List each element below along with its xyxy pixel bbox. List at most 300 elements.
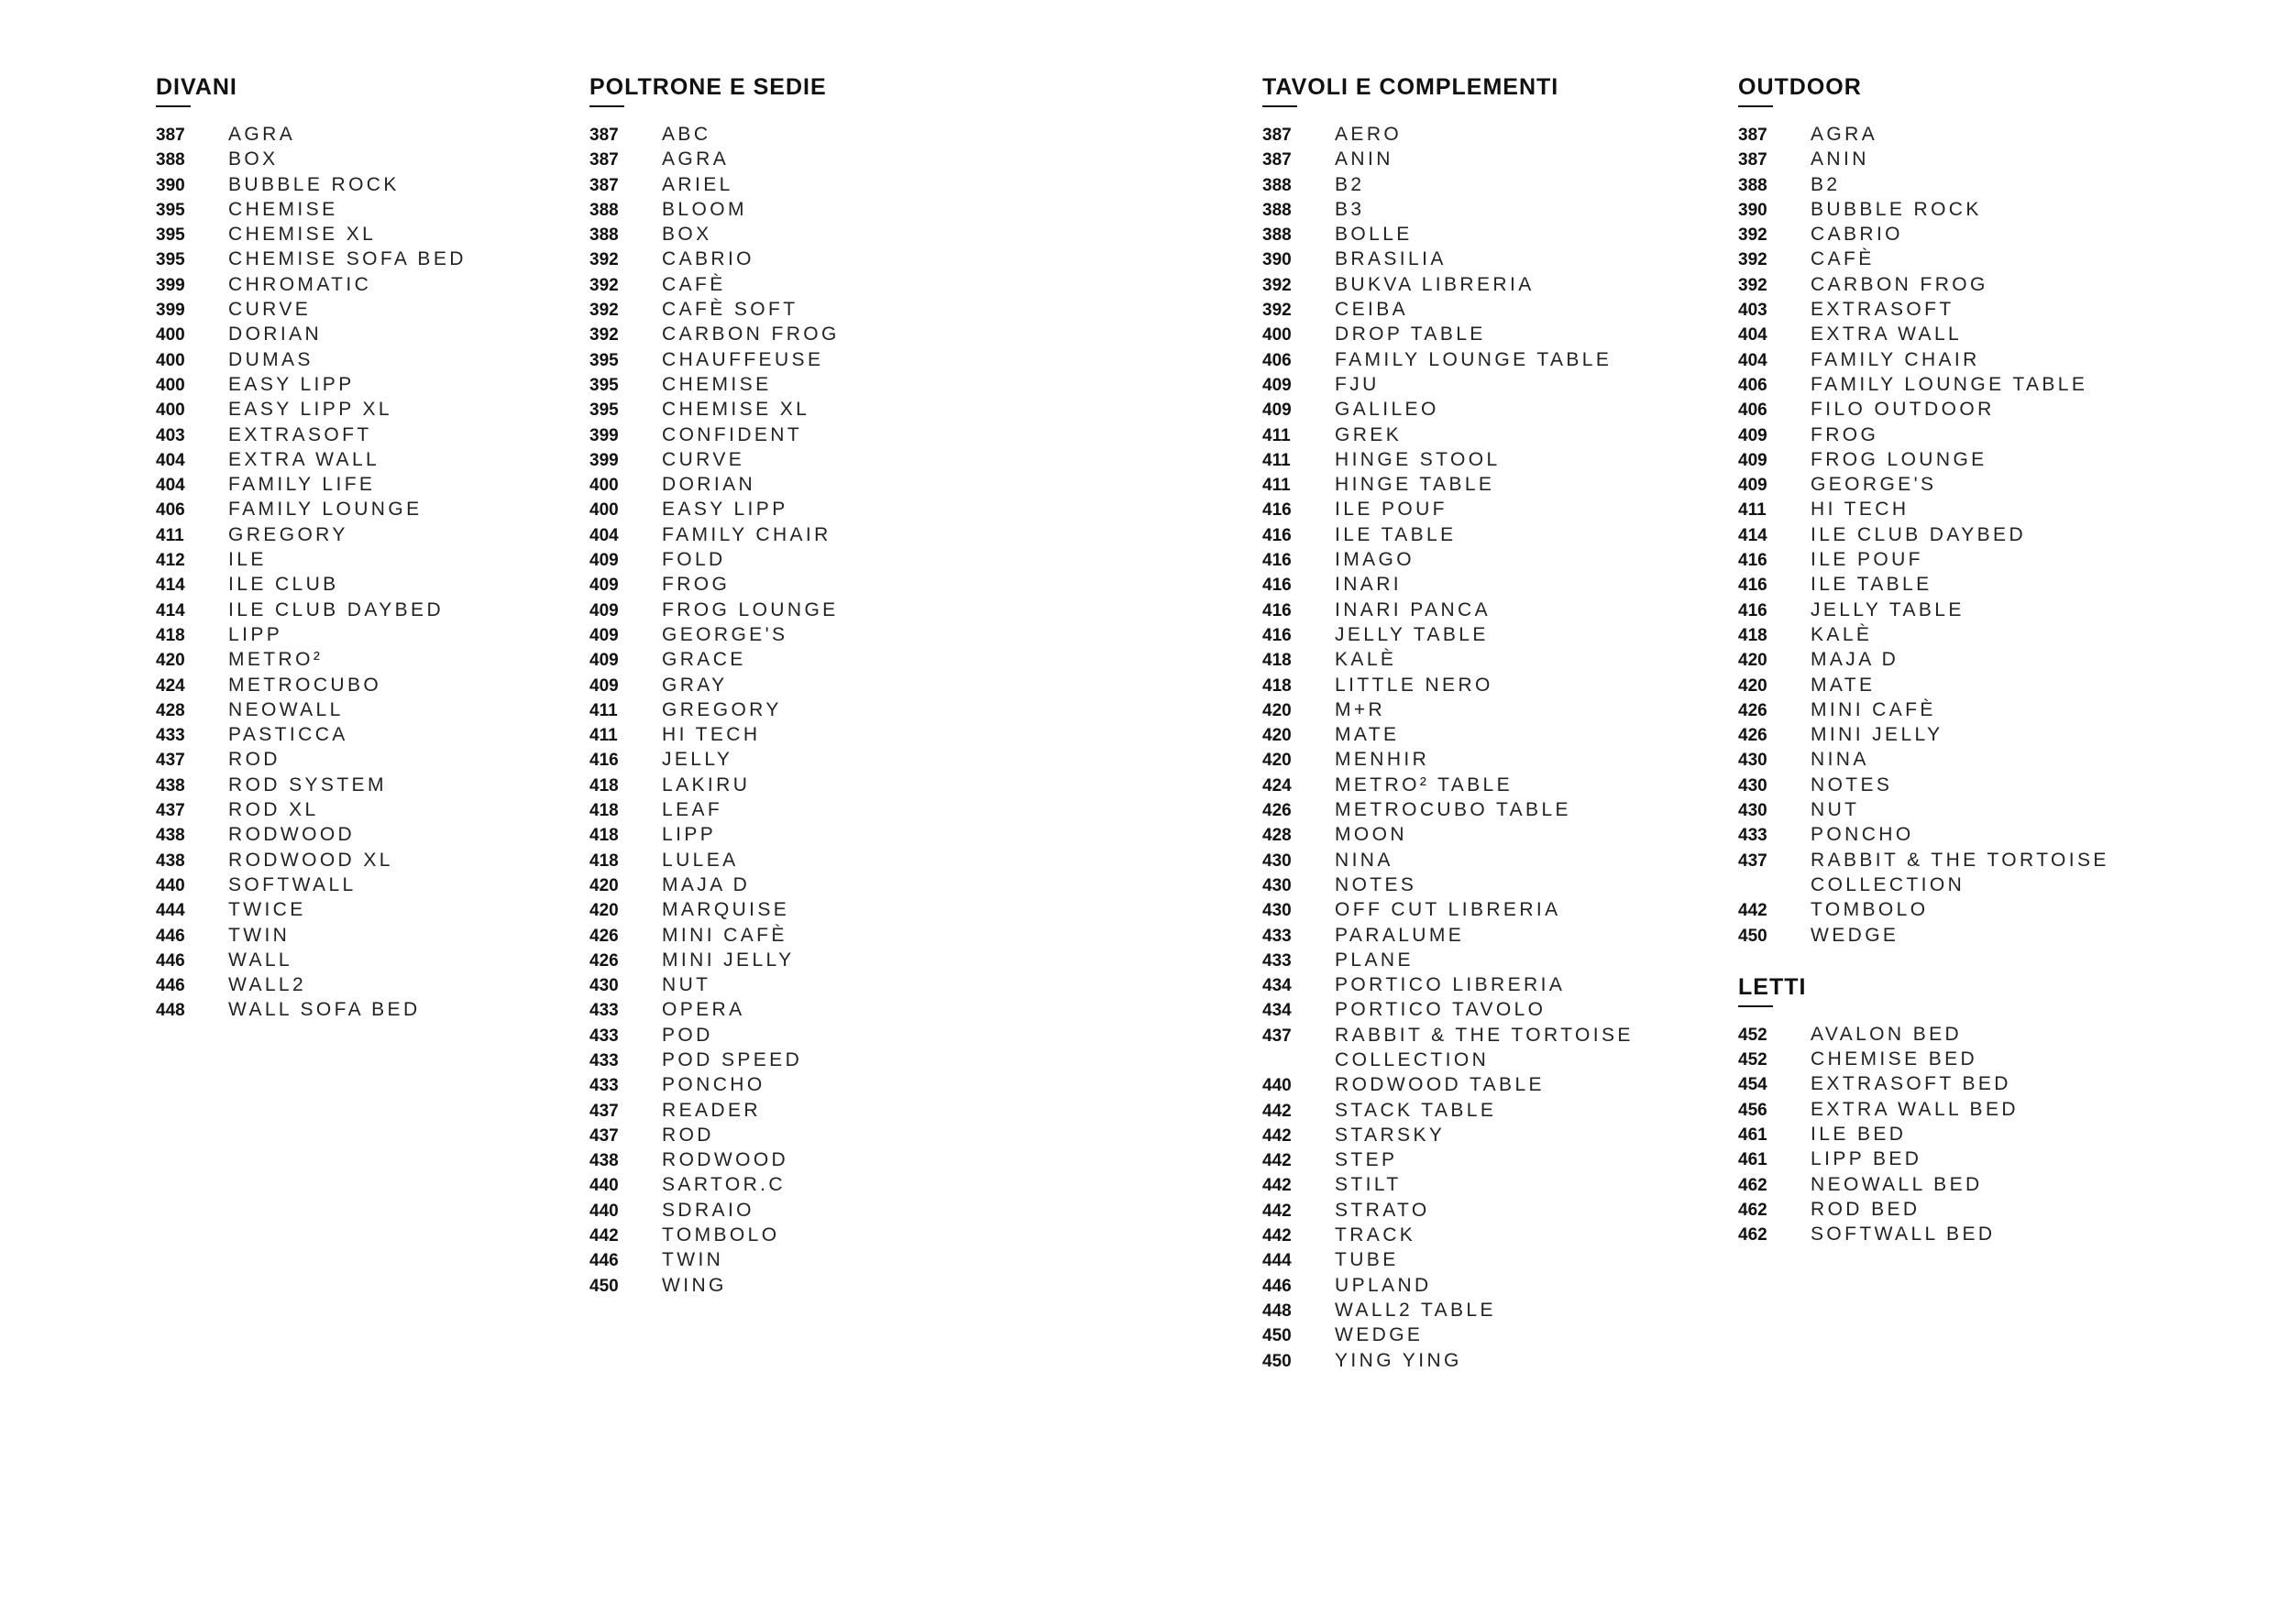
entry-row bbox=[589, 122, 840, 147]
product-name: YING YING bbox=[1335, 1349, 1462, 1371]
page-number: 392 bbox=[1262, 275, 1292, 295]
entry-row bbox=[589, 547, 840, 572]
page-number: 387 bbox=[156, 126, 185, 145]
entry-row bbox=[1262, 598, 1634, 622]
entry-row bbox=[589, 197, 840, 222]
page-number: 392 bbox=[1738, 275, 1767, 295]
index-column-4 bbox=[1738, 71, 2109, 1246]
entry-row bbox=[589, 297, 840, 322]
product-name: LIPP bbox=[662, 824, 717, 846]
entry-row bbox=[1738, 547, 2109, 572]
page-number: 395 bbox=[156, 225, 185, 246]
product-name: WALL2 TABLE bbox=[1335, 1299, 1496, 1321]
entry-list bbox=[1738, 1022, 2109, 1247]
entry-row bbox=[1262, 848, 1634, 872]
entry-row bbox=[1262, 472, 1634, 497]
entry-row bbox=[156, 722, 467, 747]
page-number: 416 bbox=[1262, 500, 1292, 521]
entry-row bbox=[156, 122, 467, 147]
page-number: 409 bbox=[589, 625, 619, 645]
page-number: 411 bbox=[1738, 500, 1767, 521]
entry-row bbox=[156, 247, 467, 271]
product-name: RODWOOD XL bbox=[228, 849, 393, 871]
entry-row bbox=[156, 497, 467, 521]
entry-row bbox=[156, 622, 467, 647]
page-number: 420 bbox=[589, 875, 619, 895]
entry-row bbox=[589, 397, 840, 422]
page-number: 404 bbox=[1738, 350, 1767, 370]
product-name: CAFÈ bbox=[1811, 248, 1875, 270]
entry-row-continuation bbox=[1262, 1048, 1634, 1072]
page-number: 424 bbox=[1262, 775, 1292, 796]
page-number: 412 bbox=[156, 551, 185, 571]
entry-row bbox=[1738, 522, 2109, 547]
product-name: TWIN bbox=[228, 924, 291, 946]
product-name: NEOWALL bbox=[228, 698, 344, 720]
entry-row bbox=[156, 972, 467, 997]
product-name: RABBIT & THE TORTOISE bbox=[1811, 849, 2109, 871]
page-number: 400 bbox=[156, 401, 185, 421]
product-name: AGRA bbox=[228, 124, 296, 145]
page-number: 403 bbox=[1738, 301, 1767, 321]
entry-row bbox=[589, 422, 840, 447]
page-number: 420 bbox=[156, 651, 185, 671]
product-name: METRO² bbox=[228, 649, 324, 671]
product-name: WING bbox=[662, 1274, 727, 1296]
entry-row bbox=[1262, 122, 1634, 147]
page-number: 409 bbox=[589, 651, 619, 671]
product-name: CURVE bbox=[228, 299, 312, 321]
page-number: 430 bbox=[589, 976, 619, 996]
page-number: 418 bbox=[1738, 625, 1767, 645]
page-number: 440 bbox=[156, 875, 185, 895]
product-name: NOTES bbox=[1335, 873, 1417, 895]
product-name: WALL bbox=[228, 949, 293, 971]
product-name: GREGORY bbox=[662, 698, 782, 720]
entry-row bbox=[1738, 297, 2109, 322]
product-name: NUT bbox=[662, 974, 711, 996]
entry-row bbox=[589, 272, 840, 297]
product-name: MATE bbox=[1335, 724, 1400, 746]
product-name: INARI PANCA bbox=[1335, 598, 1492, 620]
product-name: BOLLE bbox=[1335, 224, 1413, 246]
entry-row bbox=[1262, 923, 1634, 948]
entry-row bbox=[156, 923, 467, 948]
product-name: DROP TABLE bbox=[1335, 324, 1486, 346]
page-number: 418 bbox=[156, 625, 185, 645]
product-name: ILE POUF bbox=[1811, 549, 1923, 571]
page-number: 387 bbox=[1262, 126, 1292, 145]
page-number: 388 bbox=[589, 200, 619, 220]
entry-row bbox=[1738, 673, 2109, 697]
page-number: 428 bbox=[156, 700, 185, 720]
product-name: EXTRASOFT bbox=[228, 423, 372, 445]
product-name: B2 bbox=[1335, 173, 1365, 195]
entry-row bbox=[1738, 647, 2109, 672]
entry-list bbox=[1738, 122, 2109, 948]
entry-row bbox=[1262, 972, 1634, 997]
product-name: HI TECH bbox=[1811, 499, 1910, 521]
entry-row bbox=[589, 1273, 840, 1298]
entry-row bbox=[589, 673, 840, 697]
product-name: LIPP bbox=[228, 623, 283, 645]
entry-row bbox=[156, 297, 467, 322]
page-number: 437 bbox=[156, 751, 185, 771]
page-number: 462 bbox=[1738, 1225, 1767, 1245]
page-number: 414 bbox=[156, 576, 185, 596]
entry-row bbox=[1262, 572, 1634, 597]
entry-row bbox=[1738, 923, 2109, 948]
page-number: 392 bbox=[589, 325, 619, 346]
page-number: 434 bbox=[1262, 976, 1292, 996]
entry-row bbox=[589, 372, 840, 397]
entry-row bbox=[1262, 773, 1634, 797]
entry-row bbox=[1262, 647, 1634, 672]
entry-row bbox=[1738, 598, 2109, 622]
product-name: AERO bbox=[1335, 124, 1403, 145]
product-name: B3 bbox=[1335, 198, 1365, 220]
page-number: 433 bbox=[1262, 950, 1292, 971]
page-number: 409 bbox=[1738, 425, 1767, 445]
entry-row bbox=[156, 572, 467, 597]
entry-row bbox=[1262, 722, 1634, 747]
title-rule bbox=[1738, 1005, 1773, 1007]
product-name: EASY LIPP bbox=[662, 499, 788, 521]
product-name: NINA bbox=[1811, 749, 1869, 771]
product-name: NOTES bbox=[1811, 774, 1893, 796]
entry-row bbox=[156, 848, 467, 872]
product-name: COLLECTION bbox=[1811, 873, 1965, 895]
page-number: 411 bbox=[589, 700, 618, 720]
entry-row bbox=[1262, 547, 1634, 572]
product-name: RODWOOD bbox=[228, 824, 356, 846]
entry-row bbox=[1262, 372, 1634, 397]
product-name: CHEMISE BED bbox=[1811, 1048, 1978, 1070]
page-number: 387 bbox=[589, 126, 619, 145]
page-number: 387 bbox=[1738, 150, 1767, 170]
entry-row bbox=[589, 897, 840, 922]
page-number: 442 bbox=[1262, 1151, 1292, 1171]
entry-row bbox=[1262, 1223, 1634, 1247]
page-number: 450 bbox=[1738, 926, 1767, 946]
page-number: 461 bbox=[1738, 1150, 1767, 1170]
product-name: METRO² TABLE bbox=[1335, 774, 1514, 796]
entry-row bbox=[1262, 1172, 1634, 1197]
product-name: WALL2 bbox=[228, 974, 307, 996]
title-rule bbox=[1262, 105, 1297, 107]
page-number: 433 bbox=[589, 1050, 619, 1070]
entry-row bbox=[589, 572, 840, 597]
page-number: 390 bbox=[1738, 200, 1767, 220]
section-title: POLTRONE E SEDIE bbox=[589, 74, 827, 100]
page-number: 387 bbox=[589, 175, 619, 195]
page-number: 388 bbox=[589, 225, 619, 246]
product-name: LITTLE NERO bbox=[1335, 674, 1493, 696]
entry-row bbox=[589, 1247, 840, 1272]
entry-row bbox=[156, 147, 467, 171]
page-number: 414 bbox=[1738, 525, 1767, 545]
product-name: FAMILY LOUNGE bbox=[228, 499, 423, 521]
product-name: FAMILY LOUNGE TABLE bbox=[1811, 373, 2088, 395]
entry-list bbox=[156, 122, 467, 1023]
page-number: 433 bbox=[589, 1076, 619, 1096]
page-number: 395 bbox=[589, 375, 619, 395]
page-number: 452 bbox=[1738, 1025, 1767, 1045]
entry-row bbox=[1262, 1198, 1634, 1223]
entry-row bbox=[156, 673, 467, 697]
product-name: POD bbox=[662, 1024, 713, 1046]
entry-row bbox=[156, 697, 467, 722]
entry-row bbox=[1738, 222, 2109, 247]
product-name: LIPP BED bbox=[1811, 1148, 1922, 1170]
product-name: STRATO bbox=[1335, 1199, 1430, 1221]
product-name: UPLAND bbox=[1335, 1274, 1432, 1296]
entry-row bbox=[1262, 397, 1634, 422]
product-name: OPERA bbox=[662, 999, 745, 1021]
product-name: READER bbox=[662, 1099, 761, 1121]
entry-row bbox=[156, 872, 467, 897]
page-number: 433 bbox=[589, 1026, 619, 1046]
entry-row bbox=[1738, 247, 2109, 271]
page-number: 420 bbox=[1262, 700, 1292, 720]
page-number: 440 bbox=[1262, 1076, 1292, 1096]
product-name: CHEMISE bbox=[228, 198, 338, 220]
product-name: ILE BED bbox=[1811, 1123, 1907, 1145]
index-section bbox=[589, 71, 840, 1298]
page-number: 390 bbox=[156, 175, 185, 195]
product-name: ABC bbox=[662, 124, 711, 145]
page-number: 426 bbox=[589, 926, 619, 946]
product-name: ILE CLUB DAYBED bbox=[228, 598, 445, 620]
page-number: 434 bbox=[1262, 1001, 1292, 1021]
product-name: AGRA bbox=[662, 148, 730, 170]
entry-row bbox=[589, 948, 840, 972]
page-number: 411 bbox=[1262, 476, 1291, 496]
page-number: 390 bbox=[1262, 250, 1292, 270]
page-number: 404 bbox=[1738, 325, 1767, 346]
product-name: BLOOM bbox=[662, 198, 747, 220]
product-name: ROD XL bbox=[228, 799, 319, 821]
section-title: OUTDOOR bbox=[1738, 74, 1862, 100]
page-number: 392 bbox=[1738, 225, 1767, 246]
page-number: 399 bbox=[156, 275, 185, 295]
entry-row bbox=[589, 1072, 840, 1097]
page-number: 426 bbox=[1738, 726, 1767, 746]
page-number: 414 bbox=[156, 600, 185, 620]
page-number: 411 bbox=[589, 726, 618, 746]
page-number: 446 bbox=[156, 950, 185, 971]
page-number: 438 bbox=[156, 850, 185, 871]
product-name: PORTICO TAVOLO bbox=[1335, 999, 1547, 1021]
product-name: BUBBLE ROCK bbox=[1811, 198, 1982, 220]
product-name: CARBON FROG bbox=[662, 324, 840, 346]
page-number: 420 bbox=[1738, 675, 1767, 696]
page-number: 442 bbox=[1262, 1176, 1292, 1196]
product-name: HI TECH bbox=[662, 724, 761, 746]
product-name: CHEMISE bbox=[662, 373, 772, 395]
page-number: 440 bbox=[589, 1176, 619, 1196]
product-name: BOX bbox=[228, 148, 279, 170]
page-number: 420 bbox=[1262, 751, 1292, 771]
product-name: GREGORY bbox=[228, 523, 348, 545]
entry-row bbox=[1262, 522, 1634, 547]
page-number: 411 bbox=[156, 525, 184, 545]
entry-row bbox=[589, 472, 840, 497]
entry-row bbox=[589, 1147, 840, 1172]
entry-row bbox=[1738, 347, 2109, 372]
entry-row bbox=[1738, 622, 2109, 647]
product-name: TOMBOLO bbox=[1811, 899, 1929, 921]
entry-row bbox=[1262, 697, 1634, 722]
entry-row bbox=[589, 647, 840, 672]
page-number: 446 bbox=[156, 926, 185, 946]
entry-row bbox=[1262, 1147, 1634, 1172]
page-number: 399 bbox=[156, 301, 185, 321]
product-name: JELLY TABLE bbox=[1811, 598, 1965, 620]
entry-row bbox=[1262, 997, 1634, 1022]
product-name: KALÈ bbox=[1811, 623, 1873, 645]
page-number: 400 bbox=[156, 350, 185, 370]
entry-row bbox=[589, 797, 840, 822]
entry-row bbox=[589, 1172, 840, 1197]
product-name: TOMBOLO bbox=[662, 1224, 780, 1246]
entry-row bbox=[1738, 272, 2109, 297]
product-name: ILE CLUB bbox=[228, 574, 339, 596]
section-title: DIVANI bbox=[156, 74, 237, 100]
entry-row bbox=[1738, 422, 2109, 447]
entry-row bbox=[1262, 747, 1634, 772]
index-column-3 bbox=[1262, 71, 1634, 1373]
page-number: 399 bbox=[589, 450, 619, 470]
page-number: 416 bbox=[1262, 600, 1292, 620]
product-name: EXTRA WALL bbox=[1811, 324, 1963, 346]
product-name: DORIAN bbox=[662, 474, 756, 496]
page-number: 430 bbox=[1262, 850, 1292, 871]
entry-row bbox=[156, 897, 467, 922]
product-name: BUBBLE ROCK bbox=[228, 173, 400, 195]
product-name: MOON bbox=[1335, 824, 1407, 846]
entry-row bbox=[589, 247, 840, 271]
product-name: METROCUBO TABLE bbox=[1335, 799, 1571, 821]
entry-row bbox=[1738, 572, 2109, 597]
page-number: 430 bbox=[1738, 775, 1767, 796]
entry-row bbox=[156, 647, 467, 672]
entry-row bbox=[156, 997, 467, 1022]
product-name: CARBON FROG bbox=[1811, 273, 1988, 295]
product-name: FAMILY CHAIR bbox=[1811, 348, 1980, 370]
product-name: ANIN bbox=[1811, 148, 1869, 170]
product-name: ROD bbox=[662, 1124, 714, 1146]
page-number: 444 bbox=[156, 901, 185, 921]
page-number: 406 bbox=[156, 500, 185, 521]
page-number: 437 bbox=[1738, 850, 1767, 871]
page-number: 442 bbox=[1262, 1101, 1292, 1121]
entry-row bbox=[589, 822, 840, 847]
entry-row bbox=[1262, 497, 1634, 521]
product-name: LULEA bbox=[662, 849, 739, 871]
page-number: 388 bbox=[1262, 175, 1292, 195]
page-number: 426 bbox=[1262, 801, 1292, 821]
page-number: 388 bbox=[1262, 225, 1292, 246]
title-rule bbox=[156, 105, 191, 107]
product-name: CHAUFFEUSE bbox=[662, 348, 824, 370]
product-name: FROG LOUNGE bbox=[1811, 448, 1987, 470]
entry-row bbox=[1738, 1147, 2109, 1171]
product-name: FOLD bbox=[662, 549, 726, 571]
page-number: 416 bbox=[1262, 625, 1292, 645]
page-number: 406 bbox=[1738, 375, 1767, 395]
product-name: SOFTWALL bbox=[228, 873, 357, 895]
page-number: 452 bbox=[1738, 1050, 1767, 1070]
entry-row bbox=[589, 222, 840, 247]
page-number: 409 bbox=[1262, 401, 1292, 421]
product-name: IMAGO bbox=[1335, 549, 1415, 571]
product-name: FAMILY LOUNGE TABLE bbox=[1335, 348, 1613, 370]
product-name: ARIEL bbox=[662, 173, 733, 195]
page-number: 437 bbox=[1262, 1026, 1292, 1046]
page-number: 404 bbox=[156, 450, 185, 470]
product-name: EXTRASOFT BED bbox=[1811, 1073, 2011, 1095]
page-number: 437 bbox=[156, 801, 185, 821]
entry-row bbox=[1262, 272, 1634, 297]
entry-row bbox=[1738, 1047, 2109, 1071]
product-name: NEOWALL BED bbox=[1811, 1173, 1983, 1195]
page-number: 406 bbox=[1262, 350, 1292, 370]
product-name: DUMAS bbox=[228, 348, 314, 370]
product-name: MENHIR bbox=[1335, 749, 1430, 771]
product-name: RODWOOD bbox=[662, 1149, 789, 1171]
entry-row bbox=[1738, 1172, 2109, 1197]
page-number: 438 bbox=[156, 775, 185, 796]
entry-row bbox=[1738, 848, 2109, 872]
index-section bbox=[1738, 71, 2109, 948]
product-name: B2 bbox=[1811, 173, 1841, 195]
page-number: 418 bbox=[589, 826, 619, 846]
product-name: CHEMISE XL bbox=[228, 224, 377, 246]
page-number: 442 bbox=[1262, 1226, 1292, 1246]
entry-row bbox=[1738, 722, 2109, 747]
page-number: 418 bbox=[589, 775, 619, 796]
product-name: PONCHO bbox=[1811, 824, 1914, 846]
entry-row bbox=[156, 397, 467, 422]
product-name: WEDGE bbox=[1335, 1324, 1424, 1346]
page-number: 418 bbox=[589, 801, 619, 821]
page-number: 446 bbox=[156, 976, 185, 996]
entry-row bbox=[1262, 422, 1634, 447]
index-column-2 bbox=[589, 71, 840, 1298]
entry-row bbox=[589, 1023, 840, 1048]
entry-row-continuation bbox=[1738, 872, 2109, 897]
product-name: MARQUISE bbox=[662, 899, 790, 921]
page-number: 400 bbox=[156, 325, 185, 346]
product-name: CAFÈ bbox=[662, 273, 726, 295]
product-name: EXTRA WALL bbox=[228, 448, 380, 470]
page-number: 409 bbox=[589, 675, 619, 696]
page-number: 388 bbox=[1738, 175, 1767, 195]
product-name: ANIN bbox=[1335, 148, 1393, 170]
entry-row bbox=[589, 923, 840, 948]
product-name: PLANE bbox=[1335, 949, 1414, 971]
product-name: CEIBA bbox=[1335, 299, 1409, 321]
page-number: 416 bbox=[1738, 551, 1767, 571]
page-number: 416 bbox=[1262, 576, 1292, 596]
page-number: 418 bbox=[589, 850, 619, 871]
entry-row bbox=[1738, 447, 2109, 472]
page-number: 442 bbox=[1262, 1201, 1292, 1221]
entry-row bbox=[156, 948, 467, 972]
page-number: 420 bbox=[1262, 726, 1292, 746]
product-name: ILE bbox=[228, 549, 267, 571]
